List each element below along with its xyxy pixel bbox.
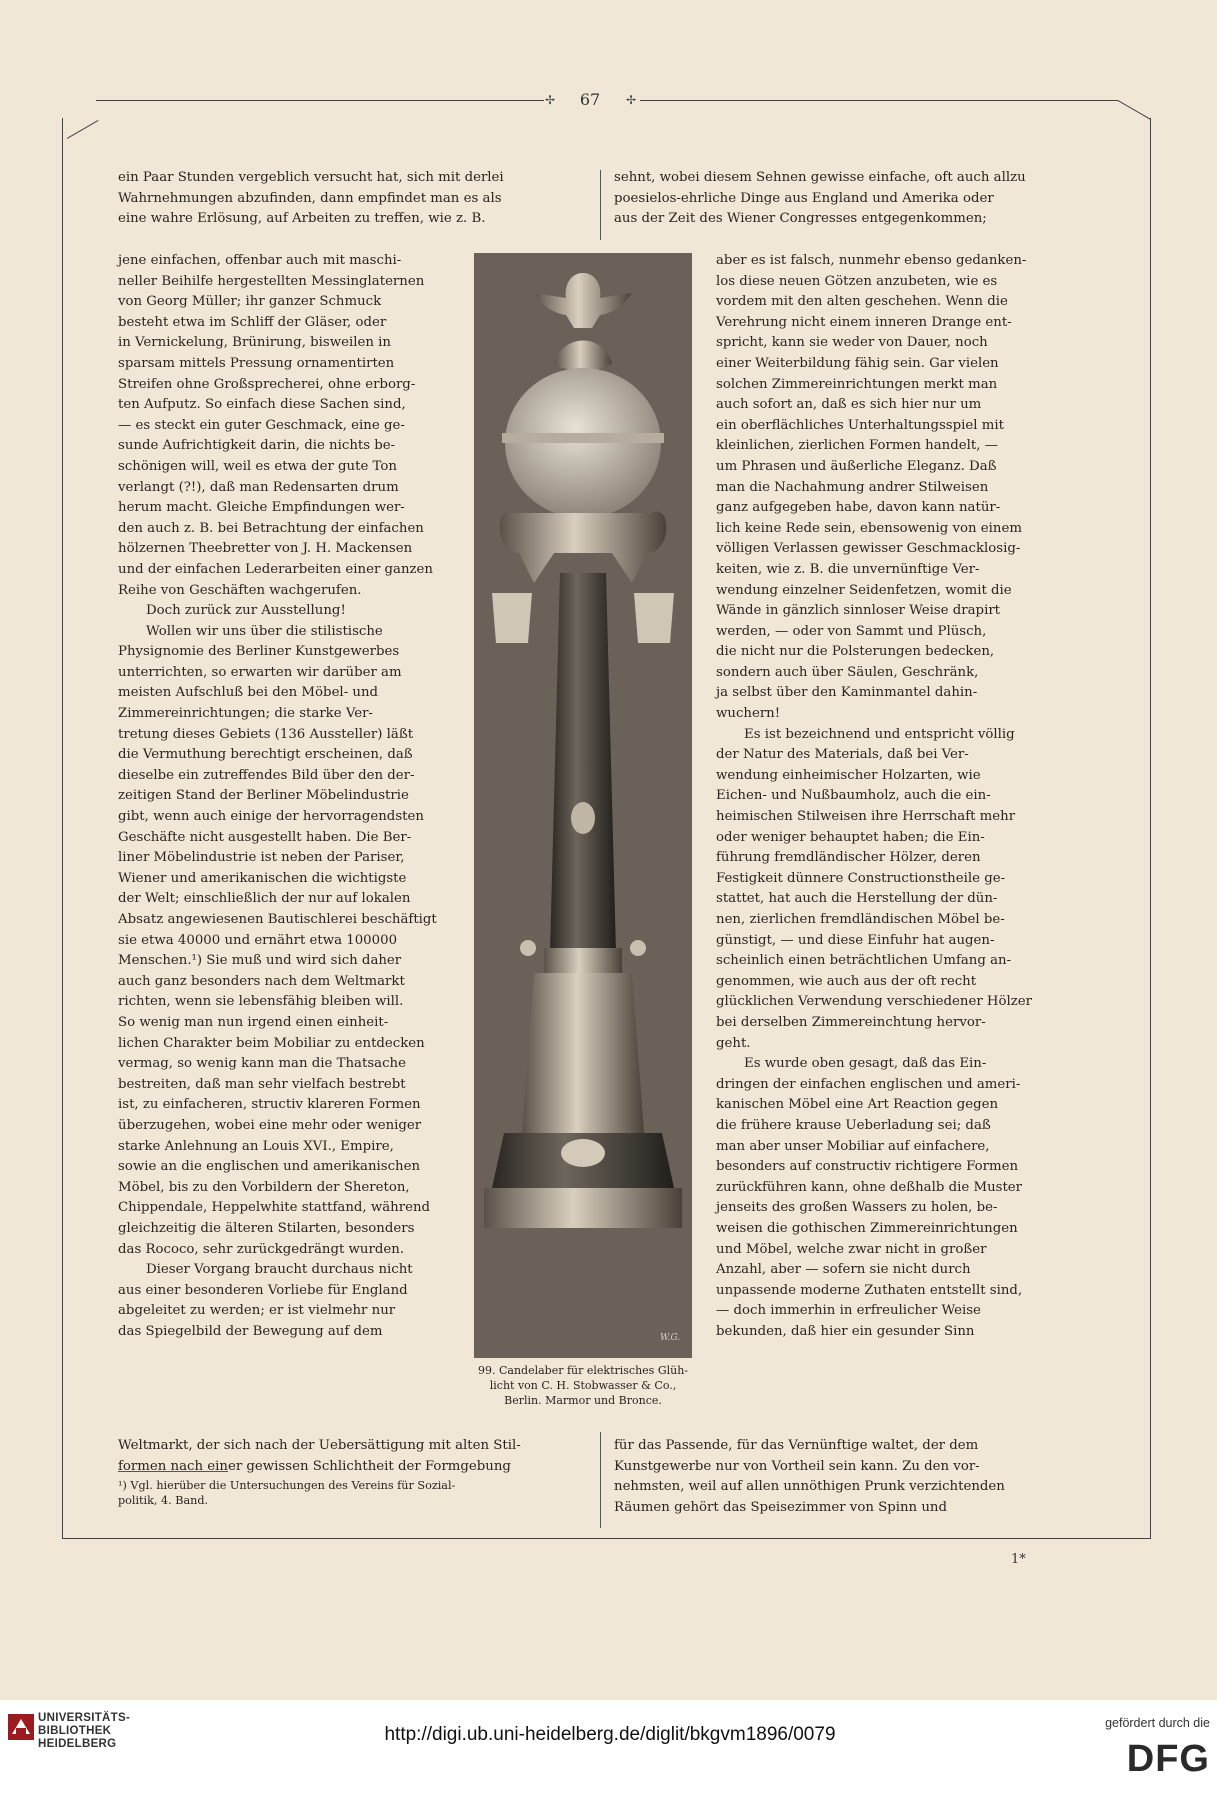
text-line: sondern auch über Säulen, Geschränk, xyxy=(716,664,979,680)
base-section xyxy=(522,973,644,1133)
text-line: starke Anlehnung an Louis XVI., Empire, xyxy=(118,1138,394,1154)
right-column-bottom xyxy=(614,1436,1070,1518)
page-number: 67 xyxy=(579,90,601,109)
text-line: jenseits des großen Wassers zu holen, be- xyxy=(716,1200,998,1216)
text-line: der Natur des Materials, daß bei Ver- xyxy=(716,747,969,763)
text-line: einer Weiterbildung fähig sein. Gar vielen xyxy=(716,355,999,371)
frame-left xyxy=(62,118,63,1538)
text-line: sowie an die englischen und amerikanischen xyxy=(118,1159,421,1175)
text-line: vordem mit den alten geschehen. Wenn die xyxy=(716,294,1008,310)
text-line: sparsam mittels Pressung ornamentirten xyxy=(118,355,395,371)
text-line: bestreiten, daß man sehr vielfach bestrebt xyxy=(118,1076,406,1092)
left-column xyxy=(118,251,446,1342)
text-line: Räumen gehört das Speisezimmer von Spinn und xyxy=(614,1499,947,1515)
text-line: besteht etwa im Schliff der Gläser, oder xyxy=(118,314,387,330)
text-line: neller Beihilfe hergestellten Messinglaternen xyxy=(118,273,425,289)
lamp-right xyxy=(634,593,674,643)
text-line: — doch immerhin in erfreulicher Weise xyxy=(716,1303,981,1319)
text-line: Es ist bezeichnend und entspricht völlig xyxy=(744,726,1015,742)
university-name-line: UNIVERSITÄTS- xyxy=(38,1712,131,1724)
text-line: kanischen Möbel eine Art Reaction gegen xyxy=(716,1097,999,1113)
text-line: Doch zurück zur Ausstellung! xyxy=(146,603,346,619)
text-line: bekunden, daß hier ein gesunder Sinn xyxy=(716,1323,975,1339)
frame-corner-right xyxy=(1118,100,1151,120)
text-line: werden, — oder von Sammt und Plüsch, xyxy=(716,623,987,639)
ornament-right: ✢ xyxy=(626,93,637,107)
text-line: stattet, hat auch die Herstellung der dün- xyxy=(716,891,998,907)
text-line: Zimmereinrichtungen; die starke Ver- xyxy=(118,706,373,722)
candelabrum-drawing xyxy=(474,253,692,1358)
footnote xyxy=(118,1478,588,1508)
candelabrum-illustration xyxy=(474,253,692,1358)
text-line: glücklichen Verwendung verschiedener Hölzer xyxy=(716,994,1032,1010)
text-line: Kunstgewerbe nur von Vortheil sein kann. Zu den vor- xyxy=(614,1458,980,1474)
text-line: und der einfachen Lederarbeiten einer ganzen xyxy=(118,561,433,577)
text-line: jene einfachen, offenbar auch mit maschi- xyxy=(118,253,402,268)
text-line: verlangt (?!), daß man Redensarten drum xyxy=(118,479,399,495)
text-line: Geschäfte nicht ausgestellt haben. Die Ber- xyxy=(118,829,412,845)
sponsor-label: gefördert durch die xyxy=(1105,1716,1210,1730)
text-line: spricht, kann sie weder von Dauer, noch xyxy=(716,335,988,351)
marble-column xyxy=(550,573,616,953)
text-line: sie etwa 40000 und ernährt etwa 100000 xyxy=(118,932,398,948)
text-line: um Phrasen und äußerliche Eleganz. Daß xyxy=(716,458,997,474)
dfg-logo[interactable]: DFG xyxy=(1126,1738,1210,1780)
left-column-top xyxy=(118,168,588,230)
text-line: geht. xyxy=(716,1035,751,1051)
text-line: auch ganz besonders nach dem Weltmarkt xyxy=(118,973,405,989)
text-line: tretung dieses Gebiets (136 Aussteller) läßt xyxy=(118,726,414,742)
text-line: den auch z. B. bei Betrachtung der einfachen xyxy=(118,520,424,536)
text-line: Dieser Vorgang braucht durchaus nicht xyxy=(146,1262,413,1278)
column-divider-bottom xyxy=(600,1432,601,1528)
artist-monogram: W.G. xyxy=(660,1333,681,1343)
text-line: das Rococo, sehr zurückgedrängt wurden. xyxy=(118,1241,404,1257)
text-line: herum macht. Gleiche Empfindungen wer- xyxy=(118,500,405,516)
signature-mark: 1* xyxy=(1011,1552,1026,1567)
text-line: wendung einheimischer Holzarten, wie xyxy=(716,767,981,783)
text-line: genommen, wie auch aus der oft recht xyxy=(716,973,977,989)
text-line: Absatz angewiesenen Bautischlerei beschäftigt xyxy=(118,912,437,927)
caption-line: licht von C. H. Stobwasser & Co., xyxy=(489,1379,677,1392)
text-line: aus der Zeit des Wiener Congresses entgegenkommen; xyxy=(614,211,987,227)
text-line: wuchern! xyxy=(716,706,781,722)
text-line: und Möbel, welche zwar nicht in großer xyxy=(716,1241,987,1257)
text-line: zeitigen Stand der Berliner Möbelindustrie xyxy=(118,788,409,804)
text-line: liner Möbelindustrie ist neben der Pariser, xyxy=(118,850,405,866)
text-line: los diese neuen Götzen anzubeten, wie es xyxy=(716,273,998,289)
text-line: unpassende moderne Zuthaten entstellt sind, xyxy=(716,1282,1023,1298)
text-line: kleinlichen, zierlichen Formen handelt, — xyxy=(716,438,998,454)
frame-bottom xyxy=(62,1538,1151,1539)
text-line: Chippendale, Heppelwhite stattfand, während xyxy=(118,1200,431,1216)
text-line: zurückführen kann, ohne deßhalb die Muster xyxy=(716,1179,1023,1195)
text-line: gleichzeitig die älteren Stilarten, besonders xyxy=(118,1220,415,1236)
text-line: nehmsten, weil auf allen unnöthigen Prunk verzichtenden xyxy=(614,1479,1005,1495)
text-line: vermag, so wenig kann man die Thatsache xyxy=(118,1056,406,1072)
text-line: ja selbst über den Kaminmantel dahin- xyxy=(716,685,978,701)
text-line: keiten, wie z. B. die unvernünftige Ver- xyxy=(716,561,980,577)
text-line: Eichen- und Nußbaumholz, auch die ein- xyxy=(716,788,991,804)
text-line: günstigt, — und diese Einfuhr hat augen- xyxy=(716,932,995,948)
text-line: Reihe von Geschäften wachgerufen. xyxy=(118,582,362,598)
text-line: bei derselben Zimmereinchtung hervor- xyxy=(716,1014,986,1030)
text-line: von Georg Müller; ihr ganzer Schmuck xyxy=(118,294,382,310)
text-line: scheinlich einen beträchtlichen Umfang an- xyxy=(716,953,1012,969)
text-line: der Welt; einschließlich der nur auf lokalen xyxy=(118,891,411,907)
text-line: Menschen.¹) Sie muß und wird sich daher xyxy=(118,953,402,969)
text-line: in Vernickelung, Brünirung, bisweilen in xyxy=(118,335,391,351)
text-line: Wahrnehmungen abzufinden, dann empfindet man es als xyxy=(118,190,502,206)
text-line: sehnt, wobei diesem Sehnen gewisse einfache, oft auch allzu xyxy=(614,170,1026,185)
university-name-line: HEIDELBERG xyxy=(38,1738,117,1750)
text-line: Weltmarkt, der sich nach der Uebersättigung mit alten Stil- xyxy=(118,1438,521,1453)
text-line: heimischen Stilweisen ihre Herrschaft mehr xyxy=(716,809,1016,825)
column-divider-top xyxy=(600,170,601,240)
text-line: weisen die gothischen Zimmereinrichtungen xyxy=(716,1220,1018,1236)
text-line: oder weniger behauptet haben; die Ein- xyxy=(716,829,985,845)
text-line: meisten Aufschluß bei den Möbel- und xyxy=(118,685,379,701)
source-url-link[interactable]: http://digi.ub.uni-heidelberg.de/diglit/bkgvm1896/0079 xyxy=(384,1724,836,1745)
text-line: So wenig man nun irgend einen einheit- xyxy=(118,1014,389,1030)
frame-top-left xyxy=(96,100,544,101)
text-line: Festigkeit dünnere Constructionstheile ge- xyxy=(716,870,1006,886)
pedestal xyxy=(484,1188,682,1228)
text-line: Wände in gänzlich sinnloser Weise drapirt xyxy=(716,603,1001,619)
footnote-rule xyxy=(118,1471,228,1472)
text-line: lich keine Rede sein, ebensowenig von einem xyxy=(716,520,1022,536)
footnote-line: ¹) Vgl. hierüber die Untersuchungen des Vereins für Sozial- xyxy=(118,1479,456,1492)
digitization-footer xyxy=(0,1700,1217,1800)
text-line: auch sofort an, daß es sich hier nur um xyxy=(716,397,982,413)
text-line: ein Paar Stunden vergeblich versucht hat, sich mit derlei xyxy=(118,170,504,185)
figure-caption xyxy=(462,1363,704,1408)
text-line: unterrichten, so erwarten wir darüber am xyxy=(118,664,402,680)
text-line: nen, zierlichen fremdländischen Möbel be- xyxy=(716,912,1005,927)
text-line: abgeleitet zu werden; er ist vielmehr nur xyxy=(118,1303,396,1319)
text-line: völligen Verlassen gewisser Geschmacklosig- xyxy=(716,541,1021,557)
text-line: — es steckt ein guter Geschmack, eine ge- xyxy=(118,417,405,433)
text-line: das Spiegelbild der Bewegung auf dem xyxy=(118,1323,383,1339)
text-line: Physignomie des Berliner Kunstgewerbes xyxy=(118,644,400,660)
text-line: richten, wenn sie lebensfähig bleiben will. xyxy=(118,994,404,1010)
text-line: Es wurde oben gesagt, daß das Ein- xyxy=(744,1056,987,1072)
text-line: Verehrung nicht einem inneren Drange ent- xyxy=(716,314,1012,330)
text-line: die nicht nur die Polsterungen bedecken, xyxy=(716,644,995,660)
text-line: solchen Zimmereinrichtungen merkt man xyxy=(716,376,998,392)
frame-corner-left xyxy=(67,120,99,139)
caption-line: Berlin. Marmor und Bronce. xyxy=(504,1394,662,1407)
text-line: wendung einzelner Seidenfetzen, womit die xyxy=(716,582,1012,598)
text-line: Wollen wir uns über die stilistische xyxy=(146,623,383,639)
text-line: überzugehen, wobei eine mehr oder weniger xyxy=(118,1117,422,1133)
text-line: aus einer besonderen Vorliebe für England xyxy=(118,1282,408,1298)
text-line: Wiener und amerikanischen die wichtigste xyxy=(118,870,407,886)
lamp-left xyxy=(492,593,532,643)
text-line: gibt, wenn auch einige der hervorragendsten xyxy=(118,809,424,825)
text-line: schönigen will, weil es etwa der gute Ton xyxy=(118,458,397,474)
text-line: ein oberflächliches Unterhaltungsspiel mit xyxy=(716,417,1004,433)
text-line: man aber unser Mobiliar auf einfachere, xyxy=(716,1138,990,1154)
frame-top-right xyxy=(640,100,1118,101)
text-line: Anzahl, aber — sofern sie nicht durch xyxy=(716,1262,971,1278)
university-logo-icon[interactable] xyxy=(8,1714,34,1740)
caption-line: 99. Candelaber für elektrisches Glüh- xyxy=(477,1364,689,1377)
footnote-line: politik, 4. Band. xyxy=(118,1494,209,1507)
text-line: eine wahre Erlösung, auf Arbeiten zu treffen, wie z. B. xyxy=(118,211,486,227)
text-line: für das Passende, für das Vernünftige waltet, der dem xyxy=(614,1438,979,1453)
text-line: ten Aufputz. So einfach diese Sachen sind, xyxy=(118,397,406,413)
text-line: lichen Charakter beim Mobiliar zu entdecken xyxy=(118,1035,425,1051)
text-line: die frühere krause Ueberladung sei; daß xyxy=(716,1117,991,1133)
text-line: die Vermuthung berechtigt erscheinen, daß xyxy=(118,747,413,763)
text-line: sunde Aufrichtigkeit darin, die nichts be- xyxy=(118,438,396,454)
text-line: führung fremdländischer Hölzer, deren xyxy=(716,850,981,866)
university-name[interactable] xyxy=(38,1712,130,1751)
frame-right xyxy=(1150,118,1151,1538)
text-line: formen nach einer gewissen Schlichtheit der Formgebung xyxy=(118,1458,511,1474)
right-column-top xyxy=(614,168,1070,230)
text-line: dieselbe ein zutreffendes Bild über den der- xyxy=(118,767,415,783)
text-line: Möbel, bis zu den Vorbildern der Shereton, xyxy=(118,1179,410,1195)
university-name-line: BIBLIOTHEK xyxy=(38,1725,112,1737)
text-line: man die Nachahmung andrer Stilweisen xyxy=(716,479,989,495)
text-line: poesielos-ehrliche Dinge aus England und Amerika oder xyxy=(614,190,994,206)
text-line: ist, zu einfacheren, structiv klareren Formen xyxy=(118,1097,421,1113)
ornament-left: ✢ xyxy=(545,93,556,107)
right-column xyxy=(716,251,1070,1342)
text-line: ganz aufgegeben habe, davon kann natür- xyxy=(716,500,1001,516)
text-line: dringen der einfachen englischen und ameri- xyxy=(716,1076,1021,1092)
text-line: besonders auf constructiv richtigere Formen xyxy=(716,1159,1019,1175)
text-line: hölzernen Theebretter von J. H. Mackensen xyxy=(118,541,413,557)
text-line: Streifen ohne Großsprecherei, ohne erborg- xyxy=(118,376,416,392)
text-line: aber es ist falsch, nunmehr ebenso gedanken- xyxy=(716,253,1027,268)
